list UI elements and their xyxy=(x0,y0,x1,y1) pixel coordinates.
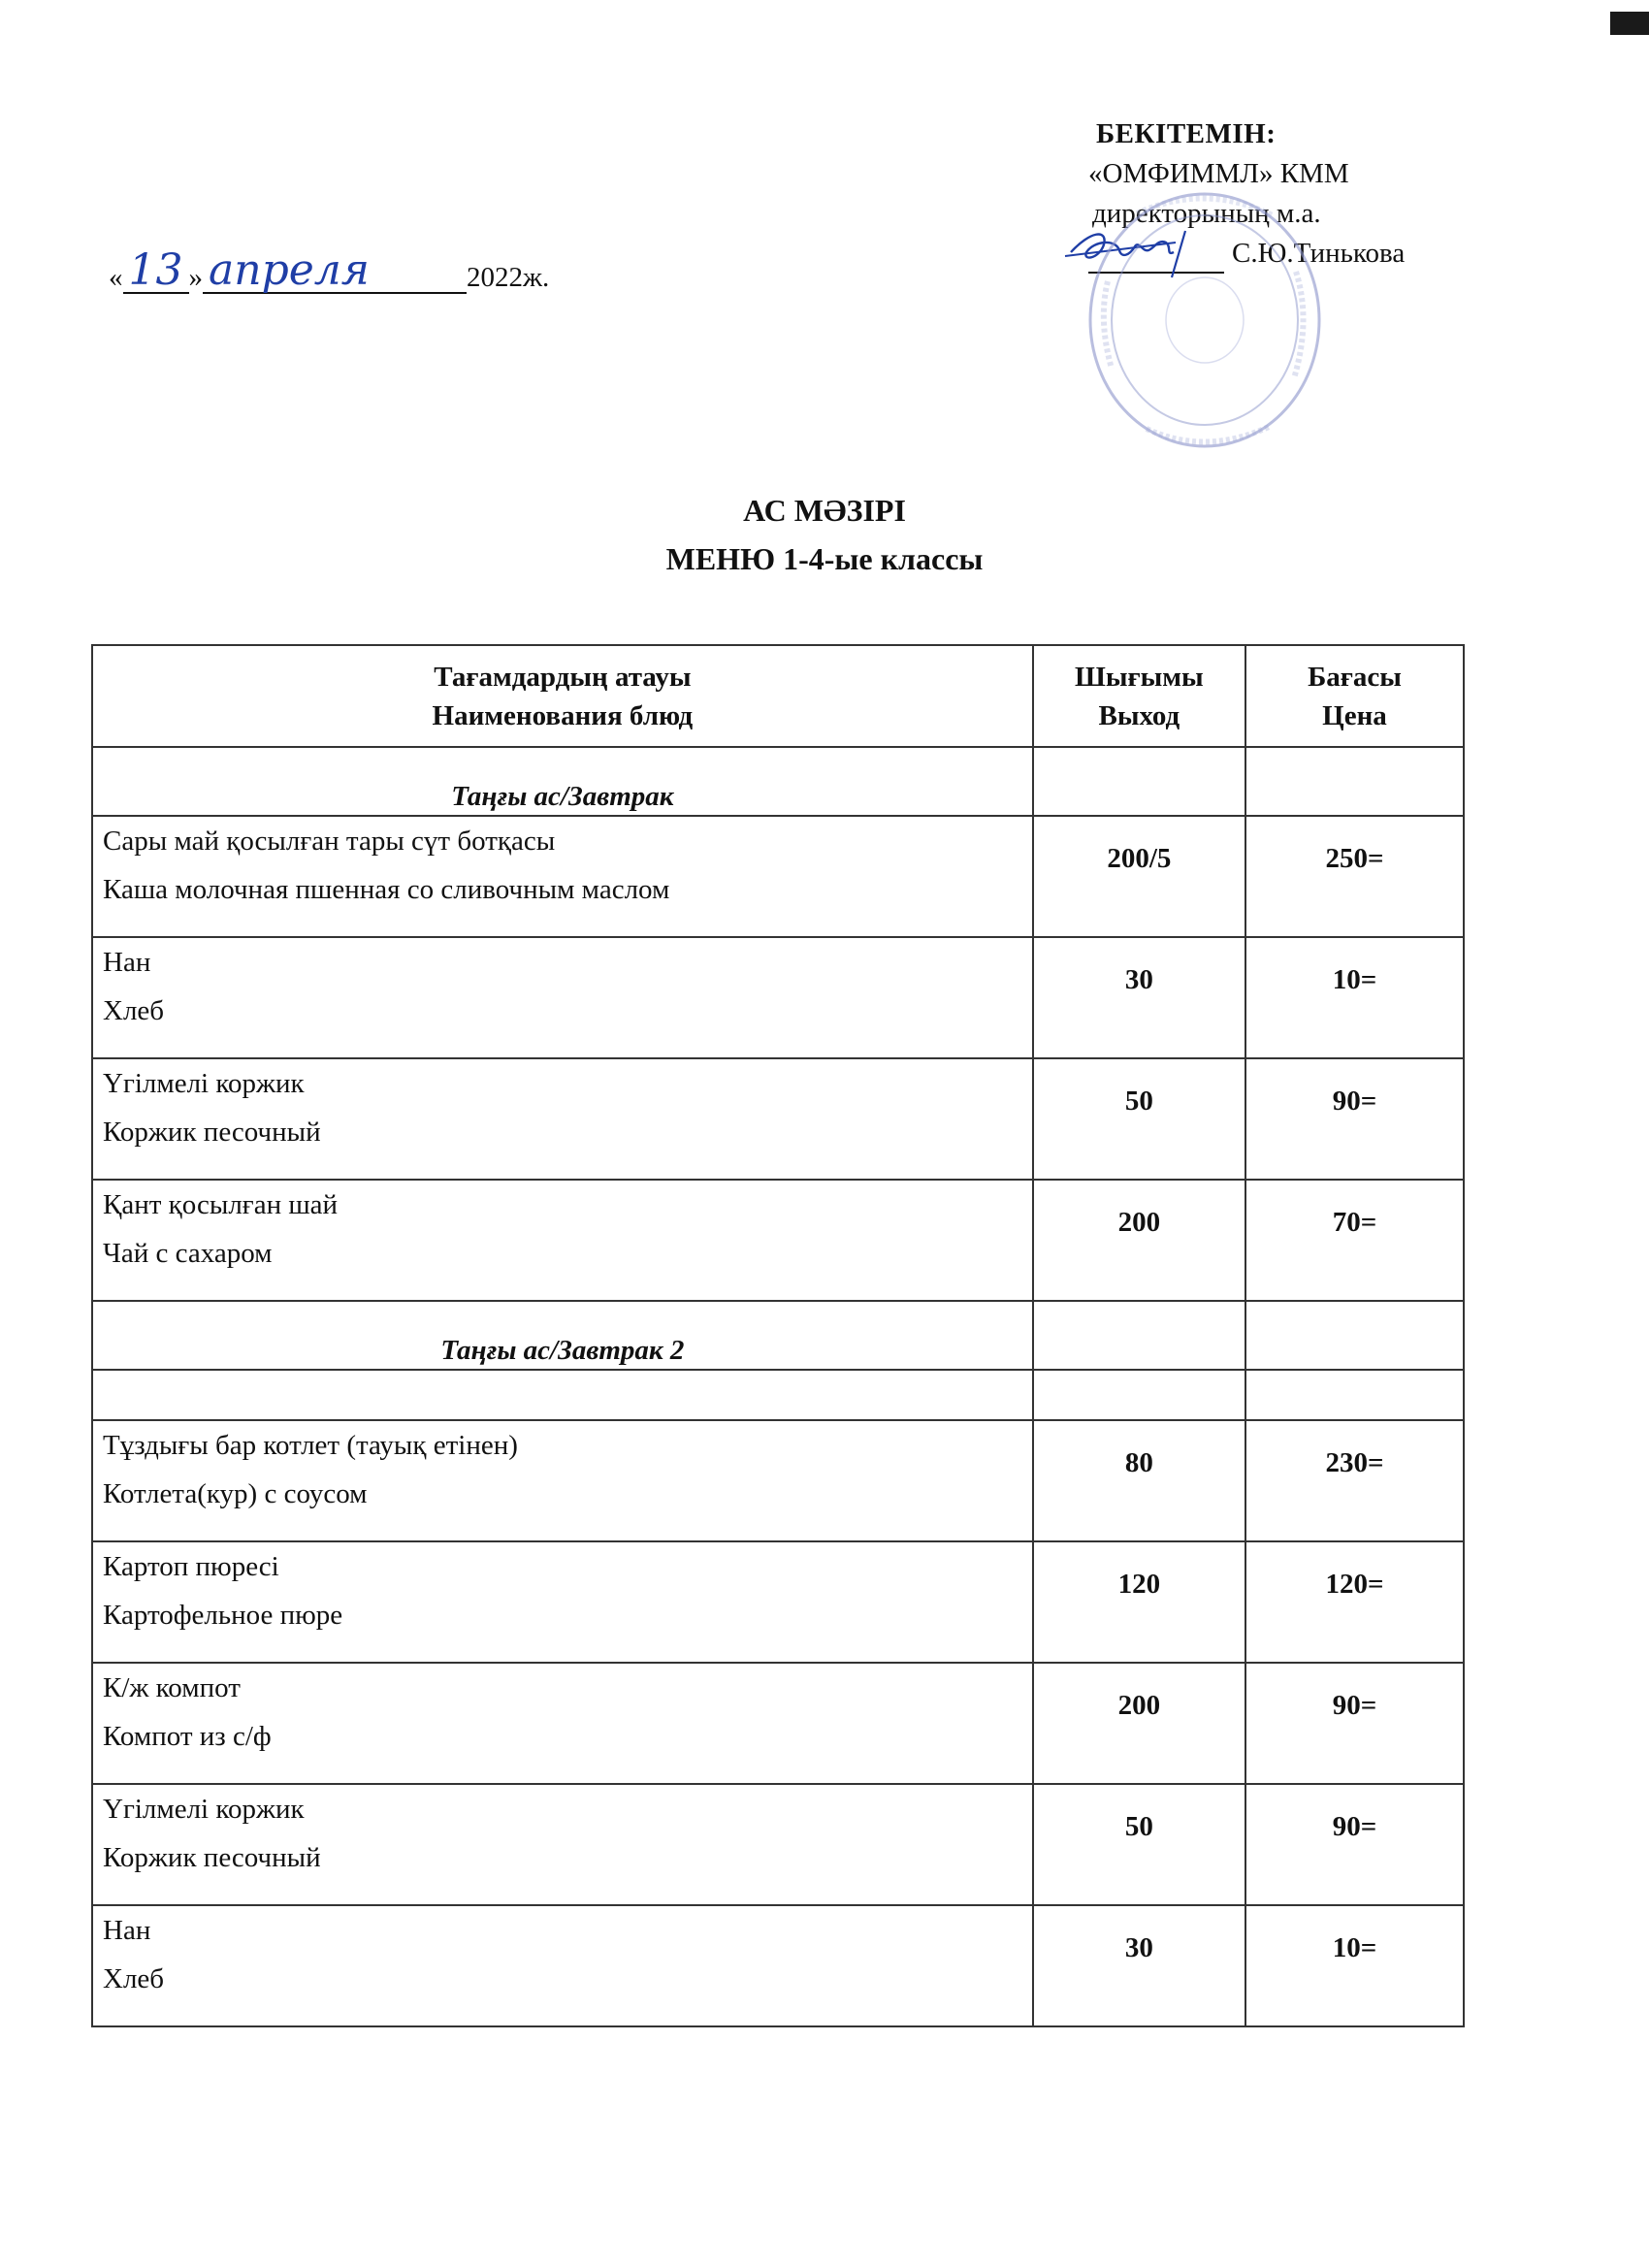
dish-price: 90= xyxy=(1245,1058,1464,1180)
scan-corner-mark xyxy=(1610,12,1649,35)
approval-role: директорының м.а. xyxy=(1092,198,1321,229)
dish-name-ru: Коржик песочный xyxy=(103,1117,321,1148)
document-date xyxy=(109,245,550,295)
table-row xyxy=(92,1180,1464,1301)
date-open-quote: « xyxy=(109,262,123,293)
approval-organization: «ОМФИММЛ» КММ xyxy=(1088,158,1349,189)
dish-name-kz: Сары май қосылған тары сүт ботқасы xyxy=(103,826,556,857)
section-title: Таңғы ас/Завтрак 2 xyxy=(92,1301,1033,1370)
menu-title-kz: АС МӘЗІРІ xyxy=(743,493,906,528)
dish-output: 200/5 xyxy=(1033,816,1245,937)
section-row-breakfast xyxy=(92,747,1464,816)
dish-price: 90= xyxy=(1245,1784,1464,1905)
dish-name-ru: Чай с сахаром xyxy=(103,1238,273,1269)
dish-name-kz: Үгілмелі коржик xyxy=(103,1068,305,1099)
dish-name-kz: Үгілмелі коржик xyxy=(103,1794,305,1825)
approval-heading: БЕКІТЕМІН: xyxy=(1096,118,1277,149)
dish-price: 90= xyxy=(1245,1663,1464,1784)
section-title: Таңғы ас/Завтрак xyxy=(92,747,1033,816)
signer-name: С.Ю.Тинькова xyxy=(1232,238,1406,269)
dish-name-ru: Компот из с/ф xyxy=(103,1721,272,1752)
dish-name-ru: Коржик песочный xyxy=(103,1842,321,1873)
table-header-row xyxy=(92,645,1464,747)
table-row xyxy=(92,816,1464,937)
date-close-quote: » xyxy=(188,262,203,293)
dish-name-kz: Қант қосылған шай xyxy=(103,1189,339,1220)
dish-output: 200 xyxy=(1033,1180,1245,1301)
dish-name-kz: Нан xyxy=(103,1915,151,1946)
dish-name-ru: Хлеб xyxy=(103,995,165,1026)
header-dish-name: Тағамдардың атауы Наименования блюд xyxy=(92,645,1033,747)
dish-output: 120 xyxy=(1033,1541,1245,1663)
table-row xyxy=(92,1663,1464,1784)
dish-price: 10= xyxy=(1245,1905,1464,2026)
table-row xyxy=(92,1784,1464,1905)
date-day: 13 xyxy=(128,245,183,295)
table-row xyxy=(92,1420,1464,1541)
table-row xyxy=(92,1058,1464,1180)
table-row xyxy=(92,1905,1464,2026)
dish-price: 70= xyxy=(1245,1180,1464,1301)
date-day-field xyxy=(123,245,189,295)
dish-name-kz: Нан xyxy=(103,947,151,978)
dish-output: 80 xyxy=(1033,1420,1245,1541)
date-month: апреля xyxy=(209,245,370,295)
dish-output: 50 xyxy=(1033,1058,1245,1180)
dish-name-kz: Тұздығы бар котлет (тауық етінен) xyxy=(103,1430,518,1461)
dish-price: 10= xyxy=(1245,937,1464,1058)
empty-row xyxy=(92,1370,1464,1420)
dish-output: 50 xyxy=(1033,1784,1245,1905)
table-row xyxy=(92,1541,1464,1663)
header-output: Шығымы Выход xyxy=(1033,645,1245,747)
menu-table xyxy=(91,644,1465,2027)
dish-name-kz: Картоп пюресі xyxy=(103,1551,279,1582)
header-price: Бағасы Цена xyxy=(1245,645,1464,747)
dish-name-ru: Картофельное пюре xyxy=(103,1600,343,1631)
dish-name-kz: К/ж компот xyxy=(103,1672,241,1703)
dish-name-ru: Котлета(кур) с соусом xyxy=(103,1478,368,1509)
date-year: 2022ж. xyxy=(467,262,550,293)
menu-title-ru: МЕНЮ 1-4-ые классы xyxy=(665,541,984,576)
date-month-field xyxy=(203,245,467,295)
table-row xyxy=(92,937,1464,1058)
section-row-breakfast-2 xyxy=(92,1301,1464,1370)
dish-price: 120= xyxy=(1245,1541,1464,1663)
dish-price: 230= xyxy=(1245,1420,1464,1541)
dish-name-ru: Каша молочная пшенная со сливочным маслом xyxy=(103,874,670,905)
dish-output: 30 xyxy=(1033,1905,1245,2026)
dish-name-ru: Хлеб xyxy=(103,1963,165,1994)
dish-price: 250= xyxy=(1245,816,1464,937)
dish-output: 30 xyxy=(1033,937,1245,1058)
dish-output: 200 xyxy=(1033,1663,1245,1784)
official-stamp-seal xyxy=(1079,175,1341,466)
